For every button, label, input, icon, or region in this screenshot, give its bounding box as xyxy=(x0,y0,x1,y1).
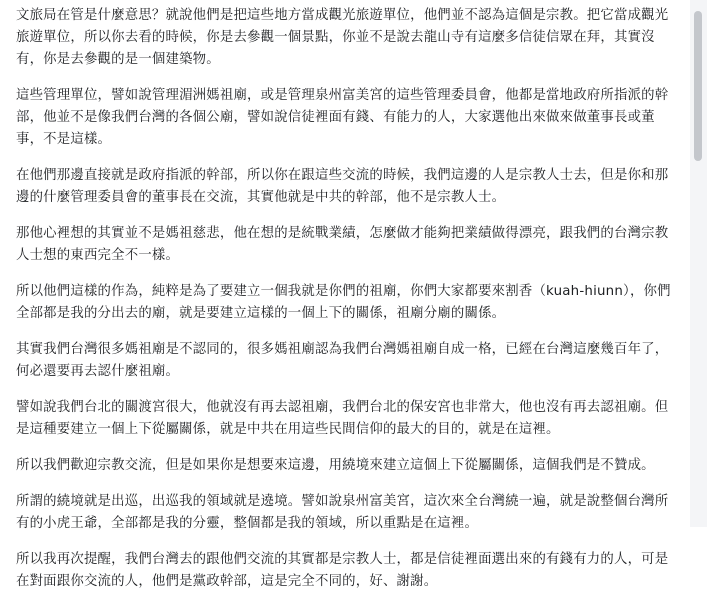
paragraph-10: 所以我再次提醒，我們台灣去的跟他們交流的其實都是宗教人士，都是信徒裡面選出來的有錢有力的人，可是在對面跟你交流的人，他們是黨政幹部，這是完全不同的，好、謝謝。 xyxy=(16,552,669,589)
paragraph-4: 那他心裡想的其實並不是媽祖慈悲，他在想的是統戰業績，怎麼做才能夠把業績做得漂亮，跟我們的台灣宗教人士想的東西完全不一樣。 xyxy=(16,226,669,263)
paragraph-1: 文旅局在管是什麼意思？就說他們是把這些地方當成觀光旅遊單位，他們並不認為這個是宗教。把它當成觀光旅遊單位，所以你去看的時候，你是去參觀一個景點，你並不是說去龍山寺有這麼多信徒信眾在拜，其實沒有，你是去參觀的是一個建築物。 xyxy=(16,8,669,67)
paragraph-8: 所以我們歡迎宗教交流，但是如果你是想要來這邊，用繞境來建立這個上下從屬關係，這個我們是不贊成。 xyxy=(16,458,655,473)
scrollbar-thumb[interactable] xyxy=(694,11,702,161)
vertical-scrollbar[interactable] xyxy=(690,0,707,527)
paragraph-7: 譬如說我們台北的關渡宮很大，他就沒有再去認祖廟，我們台北的保安宮也非常大，他也沒有再去認祖廟。但是這種要建立一個上下從屬關係，就是中共在用這些民間信仰的最大的目的，就是在這裡。 xyxy=(16,400,669,437)
paragraph-3: 在他們那邊直接就是政府指派的幹部，所以你在跟這些交流的時候，我們這邊的人是宗教人士去，但是你和那邊的什麼管理委員會的董事長在交流，其實他就是中共的幹部，他不是宗教人士。 xyxy=(16,168,669,205)
paragraph-2: 這些管理單位，譬如說管理湄洲媽祖廟，或是管理泉州富美宮的這些管理委員會，他都是當地政府所指派的幹部，他並不是像我們台灣的各個公廟，譬如說信徒裡面有錢、有能力的人，大家選他出來做來做董事長或董事，不是這樣。 xyxy=(16,88,669,147)
paragraph-5: 所以他們這樣的作為，純粹是為了要建立一個我就是你們的祖廟，你們大家都要來割香（kuah-hiunn），你們全部都是我的分出去的廟，就是要建立這樣的一個上下的關係，祖廟分廟的關係。 xyxy=(16,284,671,321)
paragraph-9: 所謂的繞境就是出巡，出巡我的領域就是遶境。譬如說泉州富美宮，這次來全台灣繞一遍，就是說整個台灣所有的小虎王爺，全部都是我的分靈，整個都是我的領域，所以重點是在這裡。 xyxy=(16,494,669,531)
paragraph-6: 其實我們台灣很多媽祖廟是不認同的，很多媽祖廟認為我們台灣媽祖廟自成一格，已經在台灣這麼幾百年了，何必還要再去認什麼祖廟。 xyxy=(16,342,669,379)
